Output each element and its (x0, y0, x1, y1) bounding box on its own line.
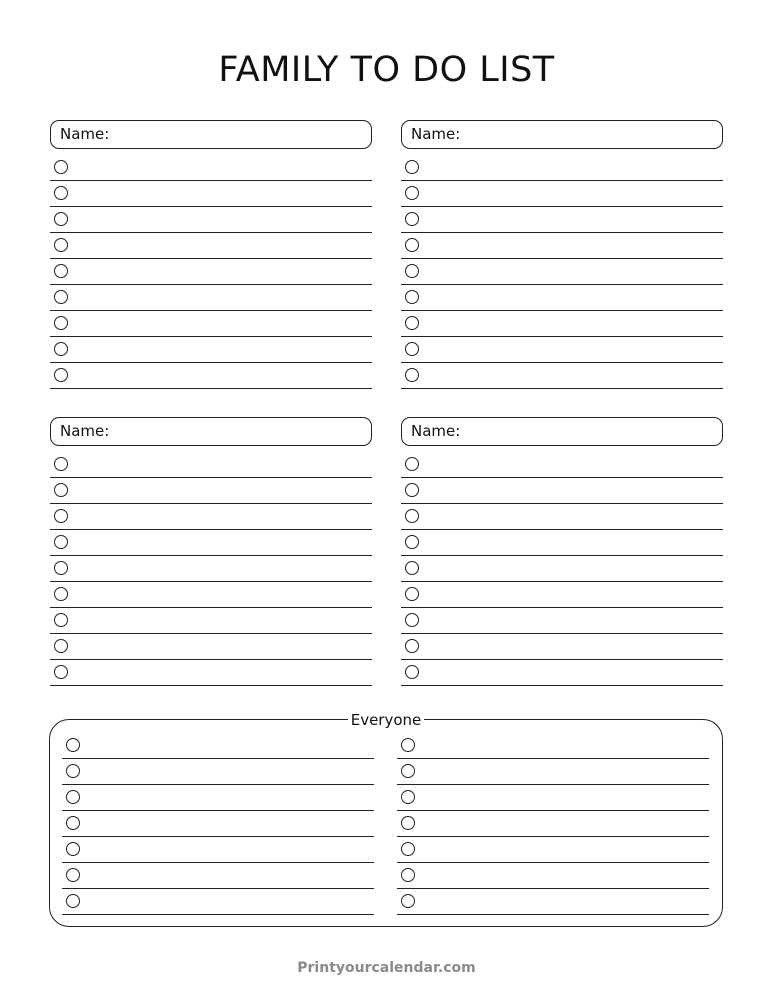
task-row[interactable] (401, 478, 723, 504)
checkbox-circle-icon[interactable] (405, 238, 419, 252)
task-row[interactable] (50, 233, 372, 259)
checkbox-circle-icon[interactable] (401, 894, 415, 908)
task-row[interactable] (401, 155, 723, 181)
member-section-2 (401, 120, 723, 389)
checkbox-circle-icon[interactable] (54, 483, 68, 497)
task-row[interactable] (62, 733, 374, 759)
task-row[interactable] (50, 530, 372, 556)
task-row[interactable] (50, 337, 372, 363)
everyone-section (49, 711, 723, 927)
task-row[interactable] (50, 504, 372, 530)
checkbox-circle-icon[interactable] (401, 842, 415, 856)
checkbox-circle-icon[interactable] (401, 764, 415, 778)
task-row[interactable] (50, 285, 372, 311)
task-row[interactable] (397, 863, 709, 889)
name-label: Name: (411, 125, 461, 143)
checkbox-circle-icon[interactable] (54, 665, 68, 679)
name-field[interactable] (50, 120, 372, 149)
everyone-column-right (397, 733, 709, 915)
task-row[interactable] (401, 504, 723, 530)
checkbox-circle-icon[interactable] (54, 561, 68, 575)
checkbox-circle-icon[interactable] (405, 316, 419, 330)
task-row[interactable] (62, 837, 374, 863)
everyone-column-left (62, 733, 374, 915)
checkbox-circle-icon[interactable] (54, 535, 68, 549)
task-row[interactable] (397, 785, 709, 811)
member-section-3 (50, 417, 372, 686)
name-field[interactable] (401, 417, 723, 446)
task-row[interactable] (401, 608, 723, 634)
checkbox-circle-icon[interactable] (54, 509, 68, 523)
task-row[interactable] (397, 733, 709, 759)
task-row[interactable] (62, 863, 374, 889)
checkbox-circle-icon[interactable] (66, 816, 80, 830)
task-row[interactable] (50, 311, 372, 337)
checkbox-circle-icon[interactable] (66, 790, 80, 804)
checkbox-circle-icon[interactable] (54, 160, 68, 174)
checkbox-circle-icon[interactable] (54, 368, 68, 382)
checkbox-circle-icon[interactable] (54, 342, 68, 356)
task-row[interactable] (50, 478, 372, 504)
checkbox-circle-icon[interactable] (54, 587, 68, 601)
checkbox-circle-icon[interactable] (405, 613, 419, 627)
task-row[interactable] (397, 889, 709, 915)
task-row[interactable] (397, 837, 709, 863)
checkbox-circle-icon[interactable] (405, 368, 419, 382)
checkbox-circle-icon[interactable] (405, 457, 419, 471)
checkbox-circle-icon[interactable] (405, 264, 419, 278)
task-row[interactable] (401, 634, 723, 660)
checkbox-circle-icon[interactable] (66, 894, 80, 908)
checkbox-circle-icon[interactable] (401, 868, 415, 882)
checkbox-circle-icon[interactable] (401, 790, 415, 804)
checkbox-circle-icon[interactable] (54, 316, 68, 330)
task-row[interactable] (401, 660, 723, 686)
task-row[interactable] (50, 634, 372, 660)
task-row[interactable] (397, 811, 709, 837)
task-row[interactable] (50, 608, 372, 634)
checkbox-circle-icon[interactable] (66, 842, 80, 856)
member-section-4 (401, 417, 723, 686)
member-section-1 (50, 120, 372, 389)
task-row[interactable] (401, 337, 723, 363)
checkbox-circle-icon[interactable] (405, 535, 419, 549)
task-row[interactable] (401, 207, 723, 233)
checkbox-circle-icon[interactable] (405, 509, 419, 523)
checkbox-circle-icon[interactable] (54, 613, 68, 627)
checkbox-circle-icon[interactable] (405, 561, 419, 575)
task-row[interactable] (50, 363, 372, 389)
checkbox-circle-icon[interactable] (401, 738, 415, 752)
task-row[interactable] (50, 582, 372, 608)
name-field[interactable] (50, 417, 372, 446)
checkbox-circle-icon[interactable] (405, 186, 419, 200)
task-row[interactable] (50, 660, 372, 686)
checkbox-circle-icon[interactable] (54, 264, 68, 278)
checkbox-circle-icon[interactable] (405, 587, 419, 601)
task-row[interactable] (401, 311, 723, 337)
task-row[interactable] (50, 181, 372, 207)
checkbox-circle-icon[interactable] (405, 483, 419, 497)
task-row[interactable] (62, 889, 374, 915)
task-row[interactable] (401, 181, 723, 207)
everyone-label: Everyone (348, 711, 425, 729)
name-label: Name: (60, 125, 110, 143)
task-row[interactable] (401, 285, 723, 311)
task-row[interactable] (401, 259, 723, 285)
checkbox-circle-icon[interactable] (54, 212, 68, 226)
checkbox-circle-icon[interactable] (405, 290, 419, 304)
checkbox-circle-icon[interactable] (405, 212, 419, 226)
checkbox-circle-icon[interactable] (405, 160, 419, 174)
footer-watermark: Printyourcalendar.com (297, 960, 476, 976)
checkbox-circle-icon[interactable] (54, 457, 68, 471)
task-row[interactable] (401, 582, 723, 608)
name-label: Name: (411, 422, 461, 440)
task-row[interactable] (50, 155, 372, 181)
checkbox-circle-icon[interactable] (54, 290, 68, 304)
task-row[interactable] (401, 530, 723, 556)
checkbox-circle-icon[interactable] (66, 738, 80, 752)
name-label: Name: (60, 422, 110, 440)
task-row[interactable] (50, 452, 372, 478)
checkbox-circle-icon[interactable] (405, 639, 419, 653)
task-row[interactable] (401, 556, 723, 582)
task-row[interactable] (62, 785, 374, 811)
checkbox-circle-icon[interactable] (405, 342, 419, 356)
name-field[interactable] (401, 120, 723, 149)
task-row[interactable] (401, 452, 723, 478)
checkbox-circle-icon[interactable] (54, 639, 68, 653)
task-row[interactable] (401, 233, 723, 259)
task-row[interactable] (50, 556, 372, 582)
page-title: FAMILY TO DO LIST (218, 50, 555, 90)
task-row[interactable] (50, 207, 372, 233)
task-row[interactable] (401, 363, 723, 389)
checkbox-circle-icon[interactable] (54, 238, 68, 252)
checkbox-circle-icon[interactable] (66, 764, 80, 778)
task-row[interactable] (62, 759, 374, 785)
checkbox-circle-icon[interactable] (401, 816, 415, 830)
task-row[interactable] (50, 259, 372, 285)
checkbox-circle-icon[interactable] (405, 665, 419, 679)
task-row[interactable] (62, 811, 374, 837)
checkbox-circle-icon[interactable] (54, 186, 68, 200)
task-row[interactable] (397, 759, 709, 785)
checkbox-circle-icon[interactable] (66, 868, 80, 882)
